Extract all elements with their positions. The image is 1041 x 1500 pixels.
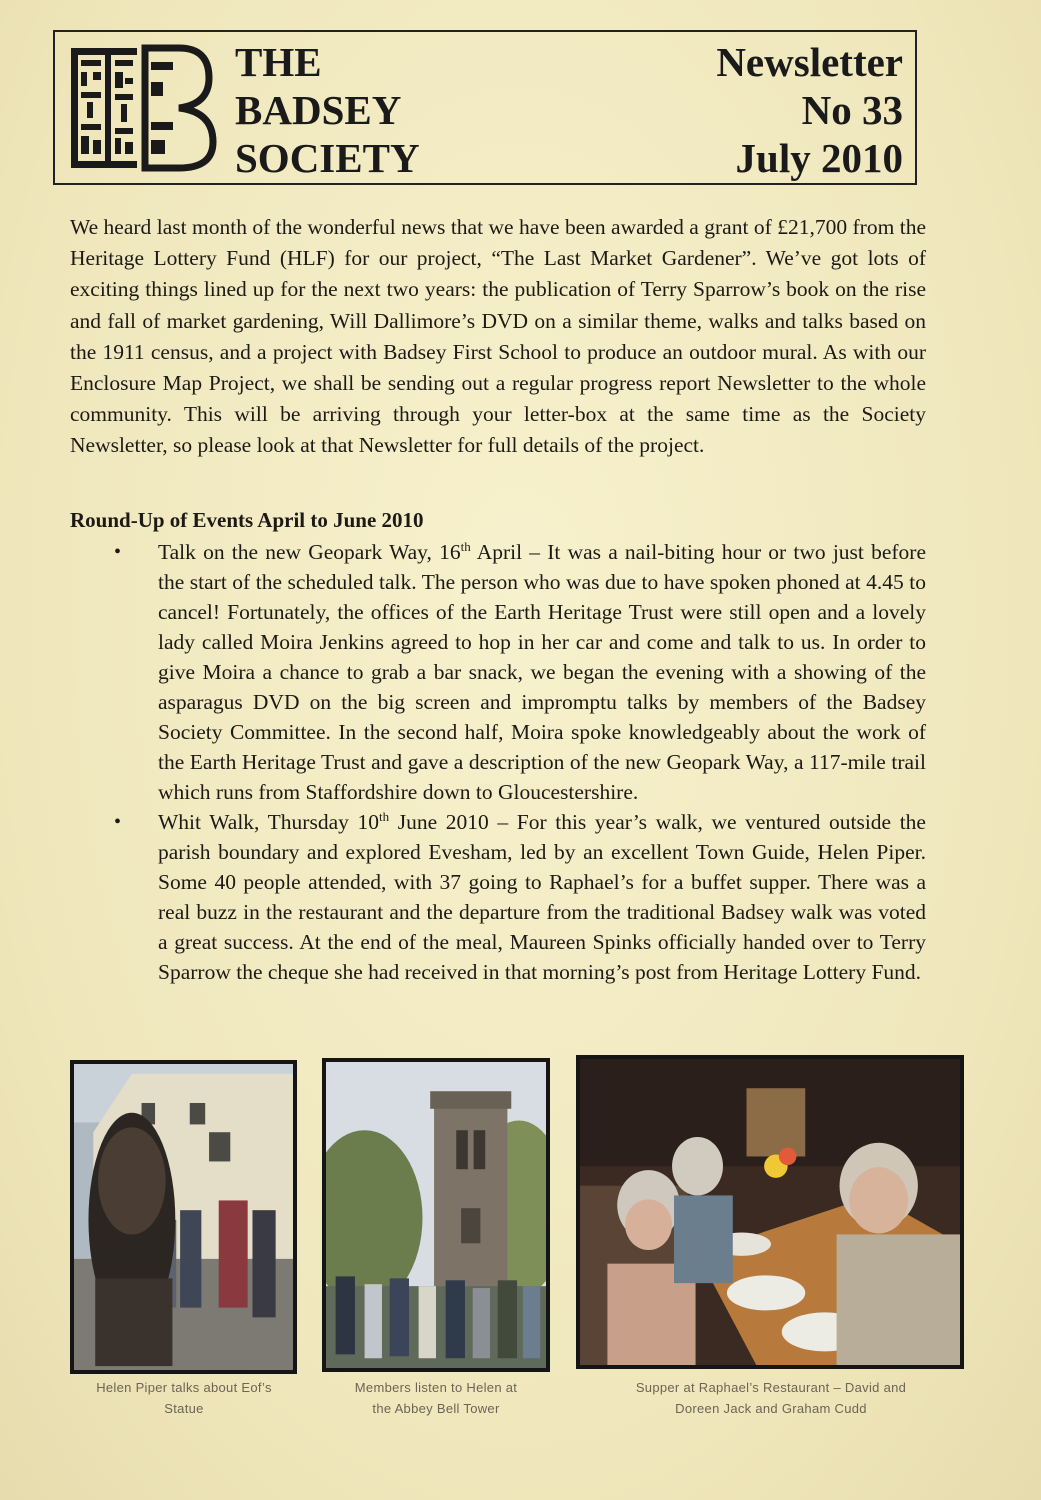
ordinal-suffix: th xyxy=(460,538,471,554)
event-lead-date: April – xyxy=(470,540,548,564)
event-lead-date: June 2010 – xyxy=(389,810,517,834)
caption-line: Supper at Raphael’s Restaurant – David and xyxy=(635,1380,907,1395)
event-text: It was a nail-biting hour or two just before the start of the scheduled talk. The person who was due to have spoken phoned at 4.45 to cancel! Fortunately, the offices of the Earth Heritage Trust were still open and a lovely lady called Moira Jenkins agreed to hop in her car and come and talk to us. In order to give Moira a chance to grab a bar snack, we began the evening with a showing of the asparagus DVD on the big screen and impromptu talks by members of the Badsey Society Committee. In the second half, Moira spoke knowledgeably about the work of the Earth Heritage Trust and gave a description of the new Geopark Way, a 117-mile trail which runs from Staffordshire down to Gloucestershire. xyxy=(158,540,926,804)
event-whit-walk xyxy=(70,807,926,987)
photo-statue-caption xyxy=(60,1377,308,1419)
photo-supper xyxy=(576,1055,964,1369)
society-line-2: BADSEY xyxy=(235,87,402,133)
badsey-society-logo xyxy=(67,42,217,174)
event-lead: Talk on the new Geopark Way, 16 xyxy=(158,540,461,564)
issue-date: July 2010 xyxy=(735,135,903,181)
photo-bell-tower-caption xyxy=(316,1377,556,1419)
caption-line: Statue xyxy=(164,1401,204,1416)
society-line-1: THE xyxy=(235,39,322,85)
issue-number: No 33 xyxy=(801,87,903,133)
roundup-heading: Round-Up of Events April to June 2010 xyxy=(70,508,424,532)
events-list xyxy=(70,537,926,987)
society-line-3: SOCIETY xyxy=(235,135,420,181)
caption-line: Helen Piper talks about Eof’s xyxy=(96,1380,272,1395)
photo-bell-tower xyxy=(322,1058,550,1372)
event-text: For this year’s walk, we ventured outside the parish boundary and explored Evesham, led by an excellent Town Guide, Helen Piper. Some 40 people attended, with 37 going to Raphael’s for a buffet supper. There was a real buzz in the restaurant and the departure from the traditional Badsey walk was voted a great success. At the end of the meal, Maureen Spinks officially handed over to Terry Sparrow the cheque she had received in that morning’s post from Heritage Lottery Fund. xyxy=(158,810,926,984)
event-geopark-talk xyxy=(70,537,926,807)
caption-line: Doreen Jack and Graham Cudd xyxy=(675,1401,867,1416)
ordinal-suffix: th xyxy=(378,808,390,824)
bullet: • xyxy=(114,541,122,563)
issue-info xyxy=(716,38,903,182)
masthead xyxy=(53,30,917,185)
society-name xyxy=(235,38,420,182)
photo-statue xyxy=(70,1060,297,1374)
intro-paragraph: We heard last month of the wonderful news that we have been awarded a grant of £21,700 from the Heritage Lottery Fund (HLF) for our project, “The Last Market Gardener”. We’ve got lots of exciting things lined up for the next two years: the publication of Terry Sparrow’s book on the rise and fall of market gardening, Will Dallimore’s DVD on a similar theme, walks and talks based on the 1911 census, and a project with Badsey First School to produce an outdoor mural. As with our Enclosure Map Project, we shall be sending out a regular progress report Newsletter to the whole community. This will be arriving through your letter-box at the same time as the Society Newsletter, so please look at that Newsletter for full details of the project. xyxy=(70,215,926,458)
event-lead: Whit Walk, Thursday 10 xyxy=(158,810,379,834)
bullet: • xyxy=(114,811,122,833)
photo-supper-caption xyxy=(566,1377,976,1419)
caption-line: Members listen to Helen at xyxy=(354,1380,518,1395)
issue-title: Newsletter xyxy=(716,39,903,85)
caption-line: the Abbey Bell Tower xyxy=(372,1401,500,1416)
